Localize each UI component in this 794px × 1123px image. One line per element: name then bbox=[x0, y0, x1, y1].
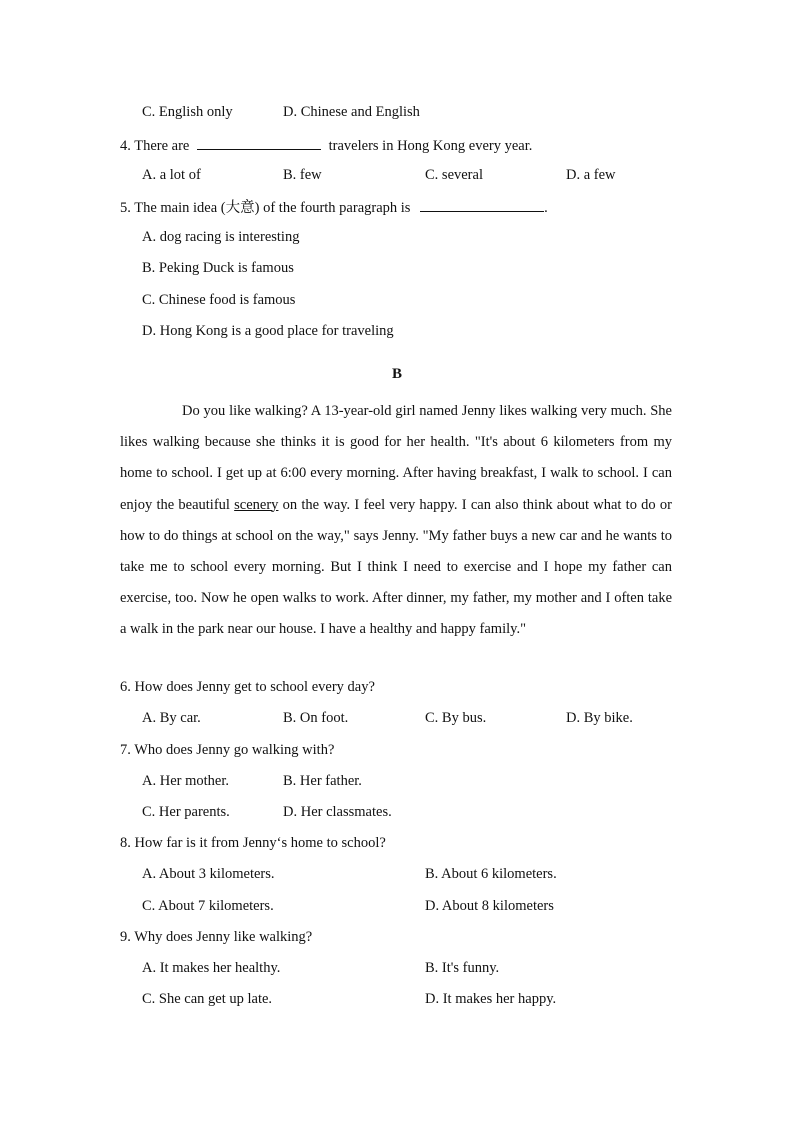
passage-part-1: Do you like walking? A 13-year-old girl named Jenny likes walking very much. She likes walking because she thinks it is good for her health. "It's about 6 kilometers from my home to school. I get up at 6:00 every morning. After having breakfast, I walk to school. I can enjoy the beautiful bbox=[120, 403, 672, 513]
q9-option-b: B. It's funny. bbox=[425, 960, 500, 976]
q5-stem-before: 5. The main idea (大意) of the fourth paragraph is bbox=[120, 200, 411, 216]
q9-option-d: D. It makes her happy. bbox=[425, 991, 557, 1007]
q6-stem: 6. How does Jenny get to school every day? bbox=[120, 679, 375, 695]
q4-stem-before: 4. There are bbox=[120, 138, 190, 154]
underlined-word-scenery: scenery bbox=[234, 496, 279, 513]
q5-stem-after: . bbox=[544, 200, 548, 216]
q8-stem: 8. How far is it from Jenny‘s home to school? bbox=[120, 835, 386, 851]
q9-option-a: A. It makes her healthy. bbox=[142, 960, 281, 976]
q9-option-c: C. She can get up late. bbox=[142, 991, 273, 1007]
q6-option-a: A. By car. bbox=[142, 710, 201, 726]
q4-answer-blank bbox=[197, 135, 321, 150]
q7-stem: 7. Who does Jenny go walking with? bbox=[120, 742, 335, 758]
section-b-heading: B bbox=[391, 366, 402, 382]
q8-option-c: C. About 7 kilometers. bbox=[142, 898, 274, 914]
q5-stem bbox=[120, 197, 548, 217]
section-b-passage bbox=[120, 396, 672, 646]
q7-option-a: A. Her mother. bbox=[142, 773, 229, 789]
passage-part-2: on the way. I feel very happy. I can also think about what to do or how to do things at school on the way," says Jenny. "My father buys a new car and he wants to take me to school every morning. But I think I need to exercise and I hope my father can exercise, too. Now he open walks to work. After dinner, my father, my mother and I often take a walk in the park near our house. I have a healthy and happy family." bbox=[120, 496, 672, 638]
q7-option-b: B. Her father. bbox=[283, 773, 362, 789]
q7-option-d: D. Her classmates. bbox=[283, 804, 392, 820]
q5-option-a: A. dog racing is interesting bbox=[142, 229, 300, 245]
q8-option-a: A. About 3 kilometers. bbox=[142, 866, 275, 882]
q3-option-d: D. Chinese and English bbox=[283, 104, 420, 120]
q3-option-c: C. English only bbox=[142, 104, 233, 120]
q6-option-d: D. By bike. bbox=[566, 710, 633, 726]
q8-option-d: D. About 8 kilometers bbox=[425, 898, 554, 914]
q4-option-a: A. a lot of bbox=[142, 167, 201, 183]
q9-stem: 9. Why does Jenny like walking? bbox=[120, 929, 313, 945]
q6-option-c: C. By bus. bbox=[425, 710, 487, 726]
q6-option-b: B. On foot. bbox=[283, 710, 349, 726]
q7-option-c: C. Her parents. bbox=[142, 804, 230, 820]
q5-answer-blank bbox=[420, 197, 544, 212]
q4-option-c: C. several bbox=[425, 167, 483, 183]
q5-option-b: B. Peking Duck is famous bbox=[142, 260, 294, 276]
q8-option-b: B. About 6 kilometers. bbox=[425, 866, 557, 882]
q4-option-d: D. a few bbox=[566, 167, 616, 183]
q4-stem bbox=[120, 135, 532, 155]
q4-stem-after: travelers in Hong Kong every year. bbox=[328, 138, 533, 154]
q4-option-b: B. few bbox=[283, 167, 322, 183]
q5-option-d: D. Hong Kong is a good place for traveling bbox=[142, 323, 394, 339]
q5-option-c: C. Chinese food is famous bbox=[142, 292, 296, 308]
